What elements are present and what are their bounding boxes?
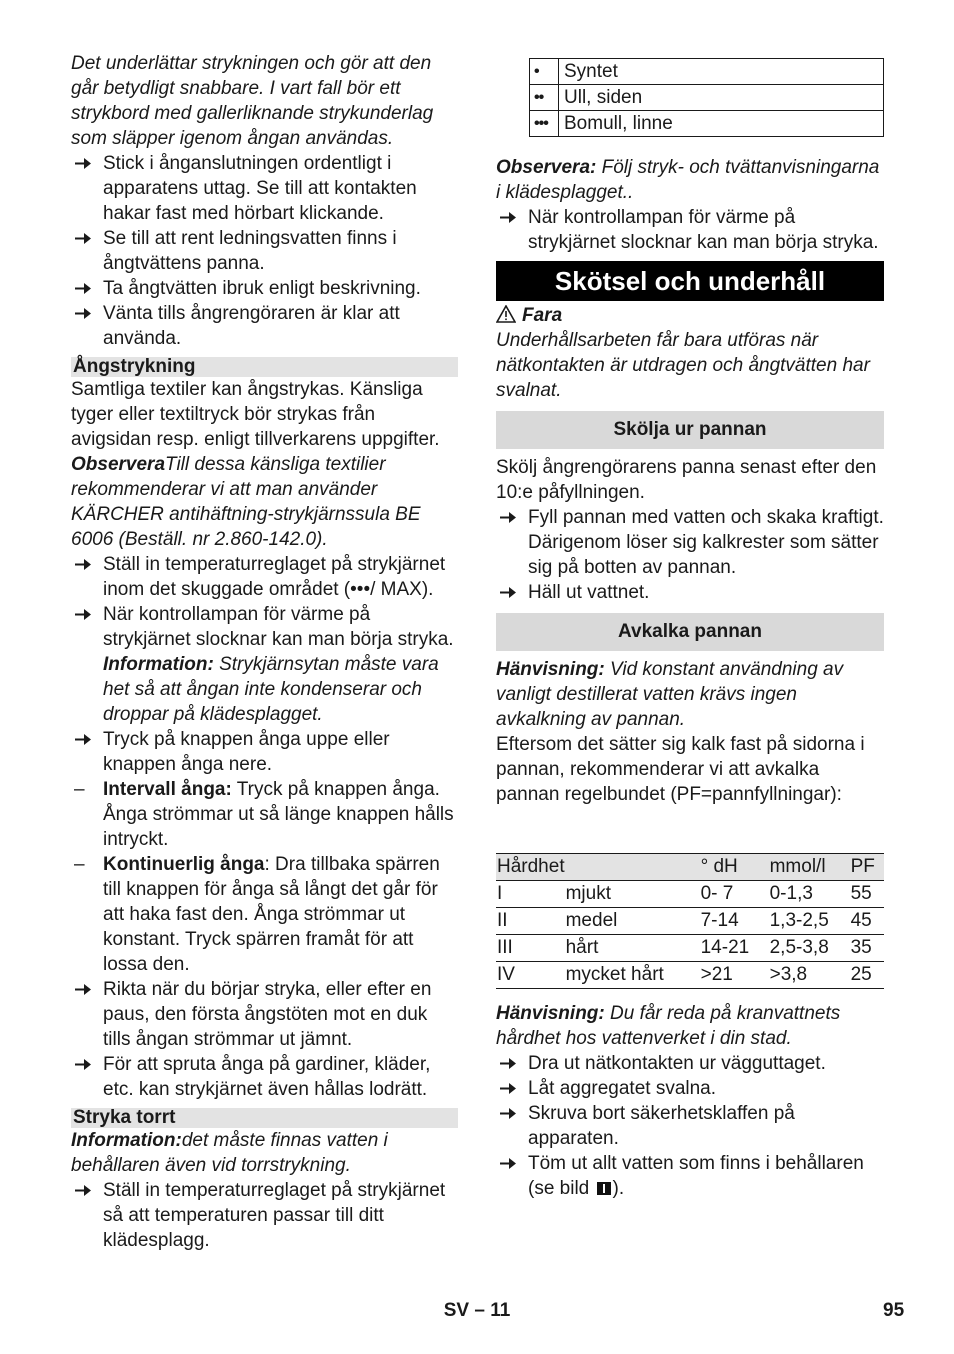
- skolja-text: Skölj ångrengörarens panna senast efter den 10:e påfyllningen.: [496, 457, 877, 503]
- table-cell: III: [496, 935, 565, 962]
- list-item: [71, 276, 458, 301]
- intervall-label: Intervall ånga:: [103, 779, 232, 800]
- arrow-right-icon: [73, 301, 93, 326]
- observera-note: [71, 452, 458, 552]
- hanvisning-note: [496, 657, 884, 732]
- step-text: Fyll pannan med vatten och skaka kraftigt. Därigenom löser sig kalkrester som sätter sig på botten av pannan.: [528, 507, 884, 578]
- step-text: Tryck på knappen ånga uppe eller knappen ånga nere.: [103, 729, 390, 775]
- list-item: [71, 1052, 458, 1102]
- table-cell: 1,3-2,5: [769, 908, 850, 935]
- step-text: När kontrollampan för värme på strykjärnet slocknar kan man börja stryka.: [103, 604, 454, 650]
- fara-heading: [496, 303, 884, 328]
- section-title: Skötsel och underhåll: [496, 261, 884, 301]
- step-text: När kontrollampan för värme på strykjärnet slocknar kan man börja stryka.: [528, 207, 879, 253]
- footer-page-label: SV – 11: [443, 1300, 511, 1321]
- step-text-end: ).: [612, 1178, 625, 1199]
- arrow-right-icon: [73, 226, 93, 251]
- header-cell: mmol/l: [769, 854, 850, 881]
- label-cell: Syntet: [559, 59, 884, 85]
- information-text: Strykjärnsytan måste vara het så att ångan inte kondenserar och droppar på klädesplagget.: [103, 654, 439, 725]
- step-text: Rikta när du börjar stryka, eller efter en paus, den första ångstöten mot en duk tills ångan strömmar ut jämnt.: [103, 979, 432, 1050]
- fara-label: Fara: [522, 305, 563, 326]
- step-text: Ta ångtvätten ibruk enligt beskrivning.: [103, 278, 421, 299]
- list-item: [71, 727, 458, 777]
- header-cell: [565, 854, 700, 881]
- heading-angstrykning: Ångstrykning: [71, 357, 458, 377]
- table-cell: mjukt: [565, 881, 700, 908]
- heading-skolja: Skölja ur pannan: [496, 411, 884, 449]
- arrow-right-icon: [73, 1178, 93, 1203]
- label-cell: Bomull, linne: [559, 111, 884, 137]
- table-cell: 7-14: [700, 908, 769, 935]
- info2-text: det måste finnas vatten i behållaren även vid torrstrykning.: [71, 1130, 388, 1176]
- heading-avkalka: Avkalka pannan: [496, 613, 884, 651]
- info2-label: Information:: [71, 1130, 182, 1151]
- dash-bullet: –: [74, 854, 85, 875]
- table-row: [496, 881, 884, 908]
- table-cell: mycket hårt: [565, 962, 700, 989]
- information-label: Information:: [103, 654, 214, 675]
- list-item: [496, 1101, 884, 1151]
- hanvisning2-text: Du får reda på kranvattnets hårdhet hos vattenverket i din stad.: [496, 1003, 841, 1049]
- arrow-right-icon: [498, 1076, 518, 1101]
- observera-label: Observera: [71, 454, 166, 475]
- footer-page-number: 95: [883, 1300, 905, 1321]
- table-cell: >21: [700, 962, 769, 989]
- list-item: [71, 777, 458, 852]
- arrow-right-icon: [498, 205, 518, 230]
- dots-cell: ••: [530, 85, 559, 111]
- textile-table: [529, 58, 884, 137]
- observera-text: Följ stryk- och tvättanvisningarna i klädesplagget..: [496, 157, 880, 203]
- step-text: Dra ut nätkontakten ur vägguttaget.: [528, 1053, 826, 1074]
- arrow-right-icon: [73, 151, 93, 176]
- arrow-right-icon: [498, 1151, 518, 1176]
- avkalka-text: Eftersom det sätter sig kalk fast på sidorna i pannan, rekommenderar vi att avkalka pannan regelbundet (PF=pannfyllningar):: [496, 734, 865, 805]
- arrow-right-icon: [73, 602, 93, 627]
- table-cell: 0-1,3: [769, 881, 850, 908]
- intro-text: Det underlättar strykningen och gör att den går betydligt snabbare. I vart fall bör ett strykbord med gallerliknande strykunderlag som släpper igenom ångan användas.: [71, 53, 434, 149]
- fara-text: Underhållsarbeten får bara utföras när nätkontakten är utdragen och ångtvätten har svalnat.: [496, 330, 870, 401]
- hanvisning2-note: [496, 1001, 884, 1051]
- kontinuerlig-text: : Dra tillbaka spärren till knappen för ånga så långt det går för att haka fast den. Ånga strömmar ut konstant. Tryck spärren framåt för att lossa den.: [103, 854, 440, 975]
- list-item: [71, 852, 458, 977]
- info2-note: [71, 1128, 458, 1178]
- hardness-table: [496, 853, 884, 989]
- arrow-right-icon: [498, 580, 518, 605]
- table-row: [496, 908, 884, 935]
- list-item: [496, 580, 884, 605]
- heading-stryka-torrt: Stryka torrt: [71, 1108, 458, 1128]
- table-row: [530, 111, 884, 137]
- angstrykning-text: Samtliga textiler kan ångstrykas. Känsliga tyger eller textiltryck bör strykas från avigsidan resp. enligt tillverkarens uppgifter.: [71, 379, 440, 450]
- list-item: [71, 552, 458, 602]
- warning-icon: [496, 305, 516, 323]
- table-cell: 2,5-3,8: [769, 935, 850, 962]
- step-text: Häll ut vattnet.: [528, 582, 650, 603]
- table-row: [496, 935, 884, 962]
- step-text: Stick i ånganslutningen ordentligt i apparatens uttag. Se till att kontakten hakar fast med hörbart klickande.: [103, 153, 417, 224]
- arrow-right-icon: [498, 1051, 518, 1076]
- list-item: [71, 301, 458, 351]
- step-text: Skruva bort säkerhetsklaffen på apparaten.: [528, 1103, 795, 1149]
- arrow-right-icon: [73, 977, 93, 1002]
- step-text: För att spruta ånga på gardiner, kläder, etc. kan strykjärnet även hållas lodrätt.: [103, 1054, 431, 1100]
- list-item: [71, 1178, 458, 1253]
- table-cell: 25: [850, 962, 884, 989]
- table-cell: >3,8: [769, 962, 850, 989]
- table-cell: I: [496, 881, 565, 908]
- hanvisning-text: Vid konstant användning av vanligt destillerat vatten krävs ingen avkalkning av pannan.: [496, 659, 844, 730]
- observera-text: Till dessa känsliga textilier rekommenderar vi att man använder KÄRCHER antihäftning-strykjärnssula BE 6006 (Beställ. nr 2.860-142.0).: [71, 454, 421, 550]
- list-item: [496, 505, 884, 580]
- list-item: [496, 1051, 884, 1076]
- information-note: [103, 652, 458, 727]
- table-cell: 45: [850, 908, 884, 935]
- label-cell: Ull, siden: [559, 85, 884, 111]
- arrow-right-icon: [73, 727, 93, 752]
- table-row: [530, 85, 884, 111]
- arrow-right-icon: [498, 1101, 518, 1126]
- list-item: [71, 151, 458, 226]
- table-header-row: [496, 854, 884, 881]
- list-item: [71, 602, 458, 727]
- hanvisning2-label: Hänvisning:: [496, 1003, 605, 1024]
- list-item: [496, 1076, 884, 1101]
- arrow-right-icon: [73, 1052, 93, 1077]
- table-cell: medel: [565, 908, 700, 935]
- list-item: [496, 205, 884, 255]
- step-text: Se till att rent ledningsvatten finns i ångtvättens panna.: [103, 228, 397, 274]
- observera-label: Observera:: [496, 157, 597, 178]
- arrow-right-icon: [73, 276, 93, 301]
- right-column: [496, 58, 884, 1201]
- table-row: [496, 962, 884, 989]
- hanvisning-label: Hänvisning:: [496, 659, 605, 680]
- header-cell: Hårdhet: [496, 854, 565, 881]
- step-text: Ställ in temperaturreglaget på strykjärnet så att temperaturen passar till ditt klädesplagg.: [103, 1180, 446, 1251]
- table-cell: 0- 7: [700, 881, 769, 908]
- list-item: [71, 977, 458, 1052]
- kontinuerlig-label: Kontinuerlig ånga: [103, 854, 265, 875]
- header-cell: ° dH: [700, 854, 769, 881]
- arrow-right-icon: [498, 505, 518, 530]
- table-cell: hårt: [565, 935, 700, 962]
- table-row: [530, 59, 884, 85]
- table-cell: IV: [496, 962, 565, 989]
- dots-cell: •: [530, 59, 559, 85]
- table-cell: 55: [850, 881, 884, 908]
- observera-note: [496, 155, 884, 205]
- step-text: Ställ in temperaturreglaget på strykjärnet inom det skuggade området (•••/ MAX).: [103, 554, 446, 600]
- figure-ref-icon: [597, 1182, 611, 1195]
- step-text: Låt aggregatet svalna.: [528, 1078, 717, 1099]
- intervall-text: Tryck på knappen ånga. Ånga strömmar ut så länge knappen hålls intryckt.: [103, 779, 454, 850]
- step-text: Vänta tills ångrengöraren är klar att använda.: [103, 303, 400, 349]
- list-item: [71, 226, 458, 276]
- table-cell: II: [496, 908, 565, 935]
- left-column: [71, 51, 458, 1253]
- table-cell: 14-21: [700, 935, 769, 962]
- dots-cell: •••: [530, 111, 559, 137]
- table-cell: 35: [850, 935, 884, 962]
- header-cell: PF: [850, 854, 884, 881]
- dash-bullet: –: [74, 779, 85, 800]
- arrow-right-icon: [73, 552, 93, 577]
- step-text: Töm ut allt vatten som finns i behållaren (se bild: [528, 1153, 864, 1199]
- list-item: [496, 1151, 884, 1201]
